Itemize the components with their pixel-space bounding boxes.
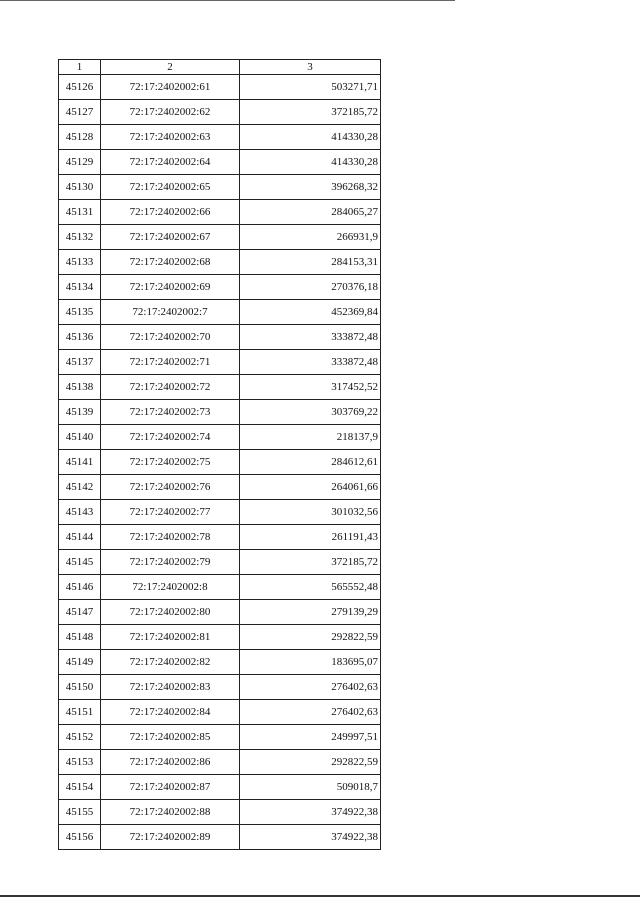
cadastral-value: 503271,71 — [240, 75, 381, 100]
cadastral-number: 72:17:2402002:65 — [101, 175, 240, 200]
cadastral-number: 72:17:2402002:83 — [101, 675, 240, 700]
cadastral-value: 261191,43 — [240, 525, 381, 550]
row-number: 45154 — [59, 775, 101, 800]
cadastral-value: 276402,63 — [240, 700, 381, 725]
table-row — [59, 325, 381, 350]
row-number: 45132 — [59, 225, 101, 250]
cadastral-value: 396268,32 — [240, 175, 381, 200]
cadastral-value: 565552,48 — [240, 575, 381, 600]
header-col-3: 3 — [240, 60, 381, 75]
cadastral-number: 72:17:2402002:89 — [101, 825, 240, 850]
cadastral-value: 333872,48 — [240, 350, 381, 375]
cadastral-value: 266931,9 — [240, 225, 381, 250]
cadastral-number: 72:17:2402002:7 — [101, 300, 240, 325]
table-row — [59, 825, 381, 850]
cadastral-value: 292822,59 — [240, 750, 381, 775]
cadastral-number: 72:17:2402002:76 — [101, 475, 240, 500]
row-number: 45133 — [59, 250, 101, 275]
cadastral-value: 317452,52 — [240, 375, 381, 400]
table-row — [59, 675, 381, 700]
cadastral-number: 72:17:2402002:8 — [101, 575, 240, 600]
cadastral-number: 72:17:2402002:86 — [101, 750, 240, 775]
cadastral-value: 414330,28 — [240, 125, 381, 150]
bottom-edge-line — [0, 895, 640, 897]
cadastral-value: 374922,38 — [240, 800, 381, 825]
cadastral-value: 183695,07 — [240, 650, 381, 675]
row-number: 45134 — [59, 275, 101, 300]
cadastral-number: 72:17:2402002:71 — [101, 350, 240, 375]
row-number: 45140 — [59, 425, 101, 450]
table-row — [59, 525, 381, 550]
row-number: 45153 — [59, 750, 101, 775]
cadastral-value: 509018,7 — [240, 775, 381, 800]
table-row — [59, 150, 381, 175]
cadastral-value: 218137,9 — [240, 425, 381, 450]
row-number: 45131 — [59, 200, 101, 225]
table-row — [59, 375, 381, 400]
cadastral-table — [58, 59, 381, 850]
row-number: 45126 — [59, 75, 101, 100]
row-number: 45137 — [59, 350, 101, 375]
cadastral-number: 72:17:2402002:80 — [101, 600, 240, 625]
cadastral-number: 72:17:2402002:73 — [101, 400, 240, 425]
table-row — [59, 400, 381, 425]
top-edge-line — [0, 0, 455, 1]
row-number: 45151 — [59, 700, 101, 725]
cadastral-number: 72:17:2402002:70 — [101, 325, 240, 350]
table-row — [59, 275, 381, 300]
cadastral-number: 72:17:2402002:68 — [101, 250, 240, 275]
table-body — [59, 75, 381, 850]
table-row — [59, 700, 381, 725]
table-header — [59, 60, 381, 75]
row-number: 45142 — [59, 475, 101, 500]
cadastral-value: 452369,84 — [240, 300, 381, 325]
table-row — [59, 575, 381, 600]
table-row — [59, 300, 381, 325]
cadastral-number: 72:17:2402002:72 — [101, 375, 240, 400]
row-number: 45139 — [59, 400, 101, 425]
table-row — [59, 600, 381, 625]
cadastral-number: 72:17:2402002:75 — [101, 450, 240, 475]
table-row — [59, 425, 381, 450]
cadastral-value: 279139,29 — [240, 600, 381, 625]
row-number: 45136 — [59, 325, 101, 350]
row-number: 45150 — [59, 675, 101, 700]
row-number: 45141 — [59, 450, 101, 475]
row-number: 45152 — [59, 725, 101, 750]
table-row — [59, 650, 381, 675]
row-number: 45146 — [59, 575, 101, 600]
table-row — [59, 550, 381, 575]
cadastral-number: 72:17:2402002:63 — [101, 125, 240, 150]
cadastral-value: 372185,72 — [240, 550, 381, 575]
row-number: 45149 — [59, 650, 101, 675]
cadastral-value: 292822,59 — [240, 625, 381, 650]
cadastral-number: 72:17:2402002:78 — [101, 525, 240, 550]
cadastral-number: 72:17:2402002:85 — [101, 725, 240, 750]
cadastral-number: 72:17:2402002:88 — [101, 800, 240, 825]
cadastral-number: 72:17:2402002:74 — [101, 425, 240, 450]
row-number: 45129 — [59, 150, 101, 175]
row-number: 45143 — [59, 500, 101, 525]
table-row — [59, 500, 381, 525]
cadastral-number: 72:17:2402002:61 — [101, 75, 240, 100]
cadastral-number: 72:17:2402002:67 — [101, 225, 240, 250]
cadastral-number: 72:17:2402002:66 — [101, 200, 240, 225]
cadastral-value: 249997,51 — [240, 725, 381, 750]
table-row — [59, 175, 381, 200]
table-row — [59, 125, 381, 150]
cadastral-value: 284153,31 — [240, 250, 381, 275]
cadastral-value: 333872,48 — [240, 325, 381, 350]
header-col-1: 1 — [59, 60, 101, 75]
row-number: 45130 — [59, 175, 101, 200]
row-number: 45148 — [59, 625, 101, 650]
table-row — [59, 225, 381, 250]
cadastral-value: 301032,56 — [240, 500, 381, 525]
table-row — [59, 750, 381, 775]
table-row — [59, 450, 381, 475]
table-row — [59, 350, 381, 375]
cadastral-value: 270376,18 — [240, 275, 381, 300]
cadastral-value: 303769,22 — [240, 400, 381, 425]
cadastral-value: 374922,38 — [240, 825, 381, 850]
cadastral-number: 72:17:2402002:84 — [101, 700, 240, 725]
row-number: 45156 — [59, 825, 101, 850]
cadastral-number: 72:17:2402002:64 — [101, 150, 240, 175]
row-number: 45127 — [59, 100, 101, 125]
table-row — [59, 625, 381, 650]
cadastral-value: 414330,28 — [240, 150, 381, 175]
cadastral-number: 72:17:2402002:87 — [101, 775, 240, 800]
table-row — [59, 200, 381, 225]
row-number: 45128 — [59, 125, 101, 150]
table-row — [59, 250, 381, 275]
cadastral-value: 264061,66 — [240, 475, 381, 500]
row-number: 45145 — [59, 550, 101, 575]
cadastral-number: 72:17:2402002:62 — [101, 100, 240, 125]
cadastral-number: 72:17:2402002:77 — [101, 500, 240, 525]
header-row — [59, 60, 381, 75]
table-row — [59, 75, 381, 100]
row-number: 45155 — [59, 800, 101, 825]
cadastral-number: 72:17:2402002:82 — [101, 650, 240, 675]
cadastral-number: 72:17:2402002:81 — [101, 625, 240, 650]
table-row — [59, 800, 381, 825]
cadastral-number: 72:17:2402002:69 — [101, 275, 240, 300]
cadastral-value: 284065,27 — [240, 200, 381, 225]
table-row — [59, 475, 381, 500]
row-number: 45147 — [59, 600, 101, 625]
cadastral-number: 72:17:2402002:79 — [101, 550, 240, 575]
table-row — [59, 100, 381, 125]
cadastral-value: 284612,61 — [240, 450, 381, 475]
table-row — [59, 725, 381, 750]
header-col-2: 2 — [101, 60, 240, 75]
cadastral-value: 372185,72 — [240, 100, 381, 125]
table-row — [59, 775, 381, 800]
row-number: 45135 — [59, 300, 101, 325]
cadastral-value: 276402,63 — [240, 675, 381, 700]
row-number: 45138 — [59, 375, 101, 400]
row-number: 45144 — [59, 525, 101, 550]
